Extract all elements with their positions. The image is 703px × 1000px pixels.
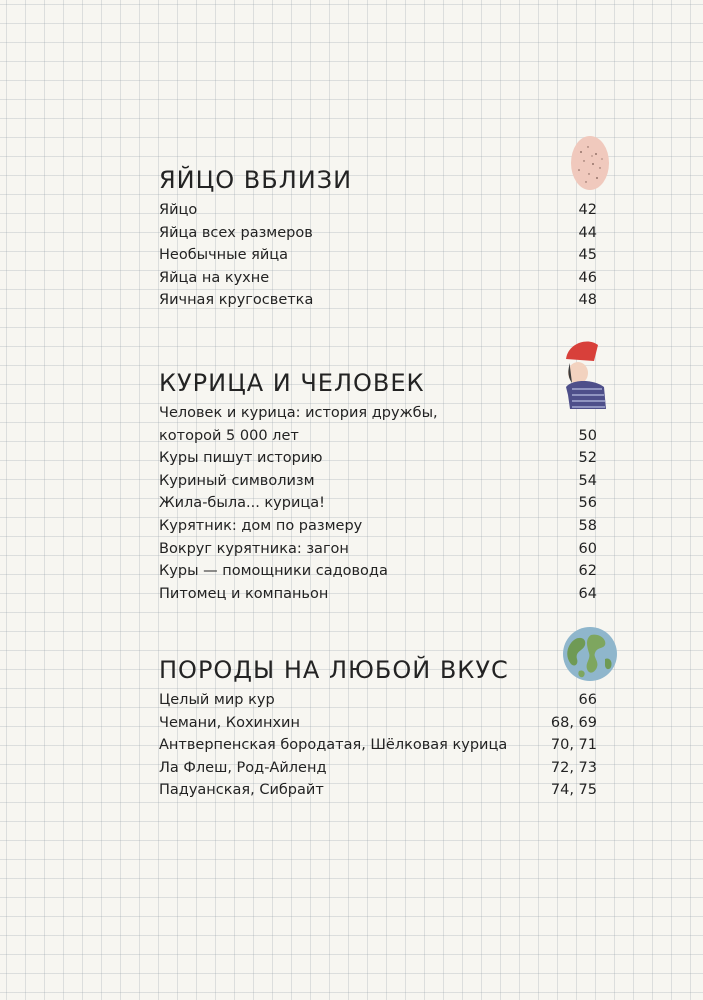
entry-page: 45 xyxy=(578,247,597,264)
section-chicken-and-human xyxy=(159,368,597,605)
toc-entry[interactable] xyxy=(159,447,597,470)
entry-page: 54 xyxy=(578,472,597,489)
toc-entry[interactable] xyxy=(159,289,597,312)
entry-page: 50 xyxy=(578,427,597,444)
entry-page: 44 xyxy=(578,224,597,241)
toc-entry[interactable] xyxy=(159,402,597,425)
toc-entry[interactable] xyxy=(159,779,597,802)
entry-title: Антверпенская бородатая, Шёлковая курица xyxy=(159,737,508,754)
entry-title: Вокруг курятника: загон xyxy=(159,540,349,557)
toc-entry[interactable] xyxy=(159,267,597,290)
entry-page: 70, 71 xyxy=(550,737,597,754)
entry-page: 46 xyxy=(578,269,597,286)
entry-title: Яйца всех размеров xyxy=(159,224,313,241)
entry-title: которой 5 000 лет xyxy=(159,427,299,444)
entry-title: Падуанская, Сибрайт xyxy=(159,782,324,799)
entry-title: Ла Флеш, Род-Айленд xyxy=(159,759,327,776)
entry-title: Куры — помощники садовода xyxy=(159,563,388,580)
entry-title: Куры пишут историю xyxy=(159,450,323,467)
entry-page: 60 xyxy=(578,540,597,557)
toc-entry[interactable] xyxy=(159,560,597,583)
section-title: КУРИЦА И ЧЕЛОВЕК xyxy=(159,369,425,397)
entry-page: 62 xyxy=(578,563,597,580)
entry-page: 56 xyxy=(578,495,597,512)
toc-entry[interactable] xyxy=(159,734,597,757)
entry-title: Человек и курица: история дружбы, xyxy=(159,405,438,421)
entry-page: 48 xyxy=(578,292,597,309)
entry-title: Жила-была... курица! xyxy=(159,495,325,512)
entry-title: Яичная кругосветка xyxy=(159,292,314,309)
entry-title: Курятник: дом по размеру xyxy=(159,517,363,534)
toc-entry[interactable] xyxy=(159,199,597,222)
toc-entry[interactable] xyxy=(159,712,597,735)
section-title: ЯЙЦО ВБЛИЗИ xyxy=(159,166,353,194)
entry-page: 68, 69 xyxy=(550,714,597,731)
entry-title: Целый мир кур xyxy=(159,692,275,708)
entry-title: Куриный символизм xyxy=(159,472,315,489)
toc-entry[interactable] xyxy=(159,515,597,538)
section-eggs xyxy=(159,165,597,312)
entry-title: Яйцо xyxy=(159,202,198,218)
section-title: ПОРОДЫ НА ЛЮБОЙ ВКУС xyxy=(159,656,509,684)
entry-title: Необычные яйца xyxy=(159,247,289,264)
toc-entry[interactable] xyxy=(159,538,597,561)
entry-page: 58 xyxy=(578,517,597,534)
entry-title: Питомец и компаньон xyxy=(159,585,329,602)
entry-page: 66 xyxy=(578,692,597,708)
toc-entry[interactable] xyxy=(159,492,597,515)
toc-entry[interactable] xyxy=(159,244,597,267)
entry-page: 42 xyxy=(578,202,597,218)
entry-page: 72, 73 xyxy=(550,759,597,776)
entry-title: Чемани, Кохинхин xyxy=(159,714,300,731)
toc-entry[interactable] xyxy=(159,689,597,712)
entry-page: 74, 75 xyxy=(550,782,597,799)
entry-page: 64 xyxy=(578,585,597,602)
entry-title: Яйца на кухне xyxy=(159,269,270,286)
toc-entry[interactable] xyxy=(159,425,597,448)
toc-entry[interactable] xyxy=(159,583,597,606)
toc-entry[interactable] xyxy=(159,222,597,245)
toc-entry[interactable] xyxy=(159,470,597,493)
section-breeds xyxy=(159,655,597,802)
entry-page: 52 xyxy=(578,450,597,467)
toc-entry[interactable] xyxy=(159,757,597,780)
